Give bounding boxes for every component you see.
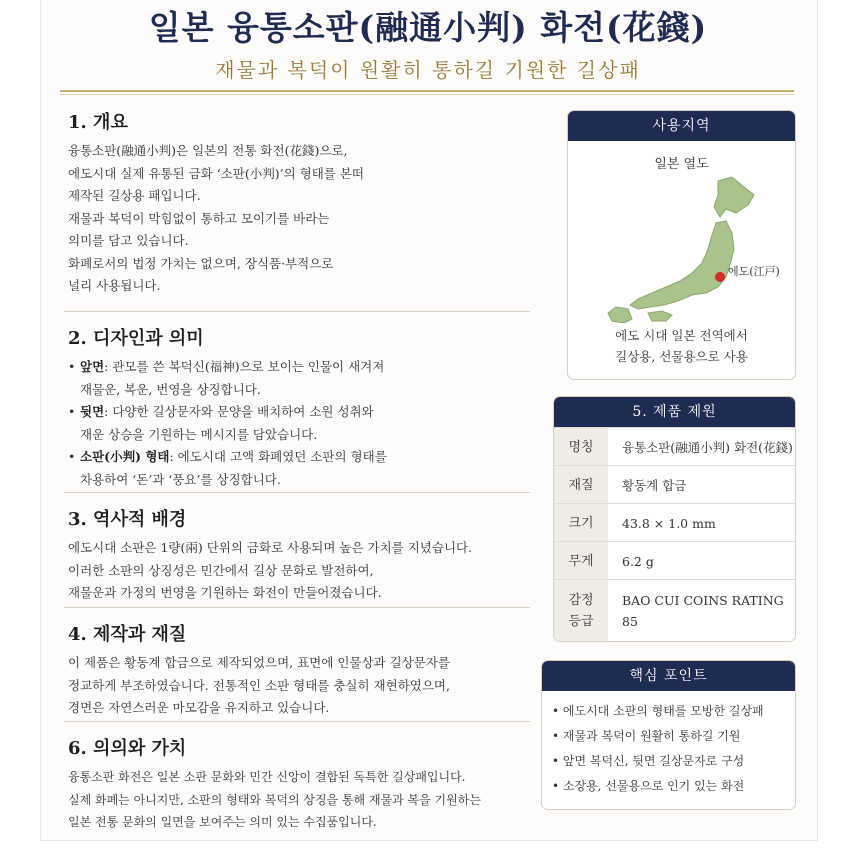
japan-map-icon [598, 173, 768, 323]
value-line: 융통소판 화전은 일본 소판 문화와 민간 신앙이 결합된 독특한 길상패입니다. [68, 770, 466, 784]
history-line: 재물운과 가정의 번영을 기원하는 화전이 만들어졌습니다. [68, 585, 382, 600]
section-value [68, 734, 538, 834]
map-caption: 에도 시대 일본 전역에서 길상용, 선물용으로 사용 [615, 328, 748, 364]
spec-key: 재질 [554, 466, 608, 504]
spec-row [554, 503, 795, 542]
title-divider [60, 90, 794, 92]
overview-line: 융통소판(融通小判)은 일본의 전통 화전(花錢)으로, [68, 143, 348, 158]
section-divider [64, 607, 530, 608]
value-line: 실제 화폐는 아니지만, 소판의 형태와 복덕의 상징을 통해 재물과 복을 기원하는 [68, 792, 481, 807]
overview-line: 의미를 담고 있습니다. [68, 233, 189, 248]
material-line: 정교하게 부조하였습니다. 전통적인 소판 형태를 충실히 재현하였으며, [68, 677, 450, 693]
section-history [68, 505, 538, 605]
spec-value: 6.2 g [622, 553, 654, 569]
material-line: 경면은 자연스러운 마모감을 유지하고 있습니다. [68, 700, 330, 715]
spec-value: 황동계 합금 [622, 477, 687, 493]
section-title: 1. 개요 [68, 112, 128, 133]
design-term: 앞면 [80, 359, 105, 374]
section-title: 6. 의의와 가치 [68, 738, 187, 759]
design-term: 소판(小判) 형태 [80, 449, 170, 464]
spec-row [554, 541, 795, 580]
section-overview [68, 108, 538, 298]
point-item: • 에도시대 소판의 형태를 모방한 길상패 [552, 704, 764, 718]
design-item-cont: 차용하여 ‘돈’과 ‘풍요’를 상징합니다. [80, 471, 281, 487]
overview-line: 널리 사용됩니다. [68, 278, 161, 293]
overview-line: 제작된 길상용 패입니다. [68, 188, 201, 203]
point-item: • 재물과 복덕이 원활히 통하길 기원 [552, 729, 741, 743]
section-title: 3. 역사적 배경 [68, 509, 187, 530]
edo-label: 에도(江戸) [728, 265, 780, 278]
region-card-header: 사용지역 [568, 111, 795, 141]
overview-line: 화폐로서의 법정 가치는 없으며, 장식품·부적으로 [68, 255, 334, 271]
value-line: 일본 전통 문화의 일면을 보여주는 의미 있는 수집품입니다. [68, 815, 377, 829]
history-line: 이러한 소판의 상징성은 민간에서 길상 문화로 발전하여, [68, 562, 374, 578]
point-item: • 앞면 복덕신, 뒷면 길상문자로 구성 [552, 754, 745, 768]
section-material [68, 620, 538, 720]
page-subtitle: 재물과 복덕이 원활히 통하길 기원한 길상패 [215, 58, 641, 82]
history-line: 에도시대 소판은 1량(兩) 단위의 금화로 사용되며 높은 가치를 지녔습니다. [68, 540, 473, 555]
overview-line: 재물과 복덕이 막힘없이 통하고 모이기를 바라는 [68, 210, 330, 226]
design-item: • 뒷면: 다양한 길상문자와 문양을 배치하여 소원 성취와 [68, 404, 374, 419]
map-title: 일본 열도 [654, 157, 709, 172]
spec-key: 명칭 [554, 428, 608, 466]
design-term: 뒷면 [80, 404, 105, 419]
section-title: 2. 디자인과 의미 [68, 328, 204, 349]
spec-row [554, 579, 795, 642]
spec-key: 무게 [554, 542, 608, 580]
material-line: 이 제품은 황동계 합금으로 제작되었으며, 표면에 인물상과 길상문자를 [68, 655, 450, 670]
spec-value: 융통소판(融通小判) 화전(花錢) [622, 439, 793, 455]
region-card [567, 110, 796, 380]
page-title: 일본 융통소판(融通小判) 화전(花錢) [148, 8, 708, 47]
section-divider [64, 721, 530, 722]
point-item: • 소장용, 선물용으로 인기 있는 화전 [552, 779, 745, 793]
section-divider [64, 492, 530, 493]
section-design [68, 324, 538, 491]
spec-key: 감정 등급 [554, 580, 608, 642]
design-item: • 앞면: 관모를 쓴 복덕신(福神)으로 보이는 인물이 새겨져 [68, 359, 385, 374]
edo-marker [715, 272, 725, 282]
spec-row [554, 427, 795, 466]
spec-card [553, 396, 796, 642]
design-item: • 소판(小判) 형태: 에도시대 고액 화폐였던 소판의 형태를 [68, 449, 387, 464]
spec-value: BAO CUI COINS RATING 85 [622, 593, 784, 629]
overview-line: 에도시대 실제 유통된 금화 ‘소판(小判)’의 형태를 본떠 [68, 165, 364, 181]
design-item-cont: 재운 상승을 기원하는 메시지를 담았습니다. [80, 426, 318, 442]
spec-row [554, 465, 795, 504]
section-divider [64, 311, 530, 312]
design-item-cont: 재물운, 복운, 번영을 상징합니다. [80, 381, 261, 397]
spec-card-header: 5. 제품 제원 [554, 397, 795, 427]
points-card [541, 660, 796, 810]
spec-key: 크기 [554, 504, 608, 542]
section-title: 4. 제작과 재질 [68, 624, 187, 645]
spec-value: 43.8 × 1.0 mm [622, 515, 716, 531]
points-card-header: 핵심 포인트 [542, 661, 795, 691]
title-divider-thin [60, 94, 794, 95]
